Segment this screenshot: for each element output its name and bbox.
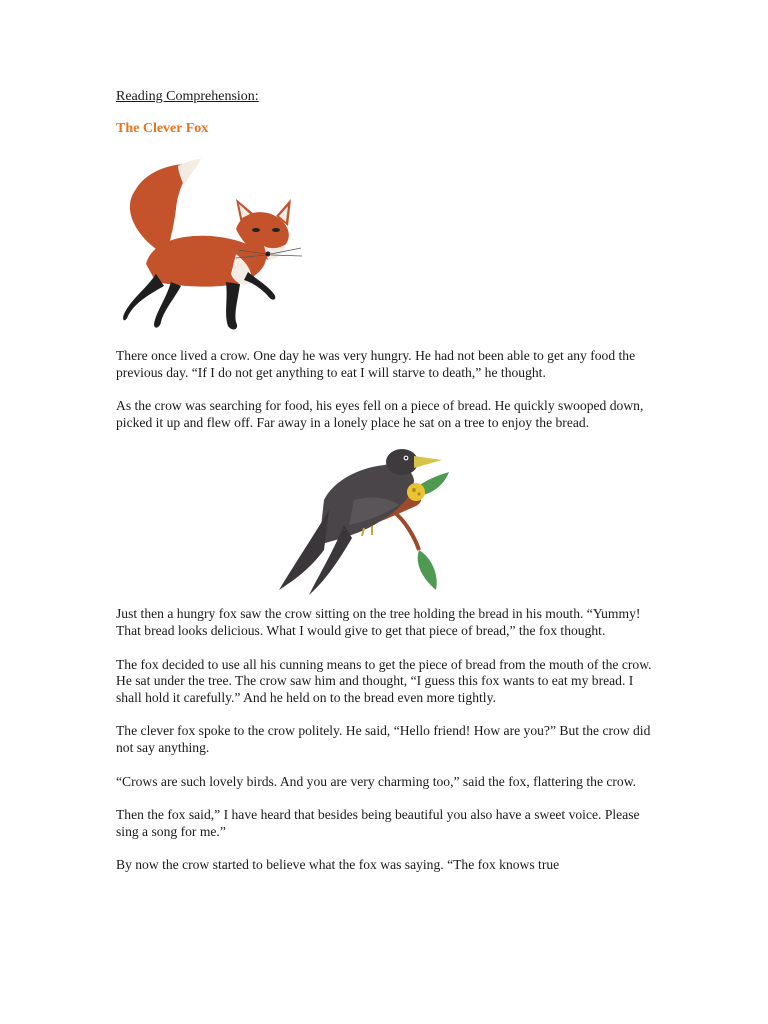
reading-comprehension-heading: Reading Comprehension: bbox=[116, 89, 259, 104]
paragraph-6: “Crows are such lovely birds. And you are very charming too,” said the fox, flattering the crow. bbox=[116, 773, 637, 789]
paragraph-4: The fox decided to use all his cunning means to get the piece of bread from the mouth of the crow. He sat under the tree. The crow saw him and thought, “I guess this fox wants to eat my bread. I shall hold it carefully.” And he held on to the bread even more tightly. bbox=[116, 656, 652, 705]
paragraph-5: The clever fox spoke to the crow politely. He said, “Hello friend! How are you?” But the crow did not say anything. bbox=[116, 723, 651, 755]
fox-illustration bbox=[116, 154, 306, 334]
paragraph-1: There once lived a crow. One day he was very hungry. He had not been able to get any food the previous day. “If I do not get anything to eat I will starve to death,” he thought. bbox=[116, 348, 636, 380]
paragraph-7: Then the fox said,” I have heard that besides being beautiful you also have a sweet voice. Please sing a song for me.” bbox=[116, 807, 640, 839]
document-page bbox=[116, 88, 656, 891]
paragraph-3: Just then a hungry fox saw the crow sitting on the tree holding the bread in his mouth. “Yummy! That bread looks delicious. What I would give to get that piece of bread,” the fox thought. bbox=[116, 606, 641, 638]
crow-illustration bbox=[264, 440, 464, 600]
story-title: The Clever Fox bbox=[116, 121, 209, 136]
paragraph-2: As the crow was searching for food, his eyes fell on a piece of bread. He quickly swooped down, picked it up and flew off. Far away in a lonely place he sat on a tree to enjoy the bread. bbox=[116, 398, 644, 430]
paragraph-8: By now the crow started to believe what the fox was saying. “The fox knows true bbox=[116, 857, 560, 873]
